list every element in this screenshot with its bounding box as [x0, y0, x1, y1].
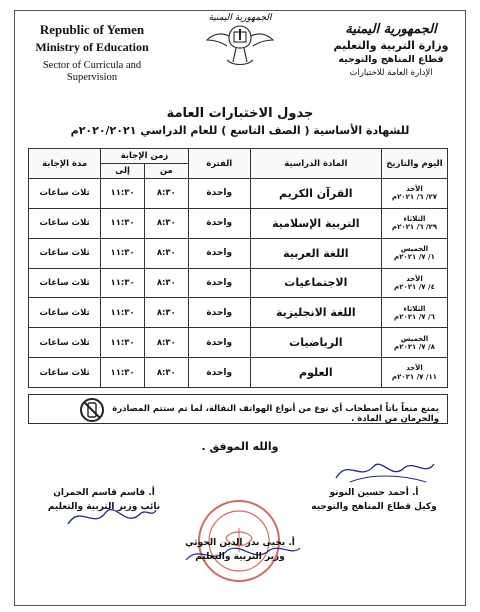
exam-schedule-table	[28, 148, 448, 388]
cell-period: واحدة	[188, 268, 250, 298]
header-arabic	[326, 22, 456, 78]
signature-right-scribble	[330, 452, 440, 488]
table-row	[29, 238, 448, 268]
cell-day: الأحد	[406, 274, 423, 283]
signature-block-deputy-sector	[294, 488, 454, 512]
table-row	[29, 358, 448, 388]
cell-date: ٨/ ٧/ ٢٠٢١م	[394, 342, 435, 351]
header-period: الفترة	[188, 149, 250, 179]
cell-subject: القرآن الكريم	[250, 179, 381, 209]
cell-day-date	[381, 179, 447, 209]
cell-day: الثلاثاء	[403, 304, 426, 313]
notice-text: يمنع منعاً باتاً اصطحاب أي نوع من أنواع الهواتف النقالة، لما تم ستتم المصادرة والحرمان من المادة .	[112, 404, 439, 424]
cell-day-date	[381, 358, 447, 388]
cell-duration: ثلاث ساعات	[29, 328, 101, 358]
cell-period: واحدة	[188, 328, 250, 358]
cell-duration: ثلاث ساعات	[29, 208, 101, 238]
cell-date: ٦/ ٧/ ٢٠٢١م	[394, 312, 435, 321]
cell-date: ٤/ ٧/ ٢٠٢١م	[394, 282, 435, 291]
cell-day-date	[381, 328, 447, 358]
signature-title: نائب وزير التربية والتعليم	[47, 502, 161, 512]
cell-to: ١١:٣٠	[101, 298, 145, 328]
document-subtitle: للشهادة الأساسية ( الصف التاسع ) للعام الدراسي ٢٠٢٠/٢٠٢١م	[70, 124, 410, 137]
cell-period: واحدة	[188, 179, 250, 209]
cell-date: ٢٩/ ٦/ ٢٠٢١م	[391, 223, 437, 232]
cell-date: ٢٧/ ٦/ ٢٠٢١م	[391, 193, 437, 202]
cell-duration: ثلاث ساعات	[29, 268, 101, 298]
cell-date: ١١/ ٧/ ٢٠٢١م	[391, 372, 437, 381]
cell-to: ١١:٣٠	[101, 358, 145, 388]
cell-day-date	[381, 208, 447, 238]
cell-subject: اللغة العربية	[250, 238, 381, 268]
cell-to: ١١:٣٠	[101, 238, 145, 268]
cell-date: ١/ ٧/ ٢٠٢١م	[394, 253, 435, 262]
cell-period: واحدة	[188, 238, 250, 268]
signature-title: وكيل قطاع المناهج والتوجيه	[311, 502, 437, 512]
cell-from: ٨:٣٠	[144, 298, 188, 328]
header-from: من	[144, 164, 188, 179]
table-row	[29, 179, 448, 209]
table-row	[29, 298, 448, 328]
signature-block-minister	[160, 538, 320, 562]
table-row	[29, 208, 448, 238]
yemen-eagle-emblem	[203, 10, 277, 72]
cell-from: ٨:٣٠	[144, 328, 188, 358]
cell-from: ٨:٣٠	[144, 208, 188, 238]
cell-day: الثلاثاء	[403, 215, 426, 224]
header-to: إلى	[101, 164, 145, 179]
no-phone-icon	[79, 397, 105, 423]
cell-to: ١١:٣٠	[101, 268, 145, 298]
header-ministry-ar: وزارة التربية والتعليم	[333, 39, 449, 52]
header-ministry: Ministry of Education	[35, 40, 149, 54]
cell-day: الخميس	[400, 245, 429, 254]
header-subject: المادة الدراسية	[250, 149, 381, 179]
header-sector: Sector of Curricula and Supervision	[42, 60, 142, 84]
cell-from: ٨:٣٠	[144, 268, 188, 298]
cell-to: ١١:٣٠	[101, 328, 145, 358]
cell-duration: ثلاث ساعات	[29, 179, 101, 209]
header-sector-ar: قطاع المناهج والتوجيه	[338, 54, 444, 65]
table-row	[29, 268, 448, 298]
cell-subject: الاجتماعيات	[250, 268, 381, 298]
cell-duration: ثلاث ساعات	[29, 298, 101, 328]
closing-phrase: والله الموفق .	[201, 440, 279, 453]
header-english	[22, 22, 162, 84]
table-row	[29, 328, 448, 358]
cell-from: ٨:٣٠	[144, 179, 188, 209]
cell-duration: ثلاث ساعات	[29, 238, 101, 268]
cell-day: الأحد	[406, 364, 423, 373]
emblem-calligraphy: الجمهورية اليمنية	[208, 13, 272, 23]
signature-title: وزير التربية والتعليم	[195, 552, 285, 562]
header-day-date: اليوم والتاريخ	[381, 149, 447, 179]
cell-subject: اللغة الانجليزية	[250, 298, 381, 328]
signature-name: أ. قاسم قاسم الحمران	[53, 488, 155, 498]
cell-duration: ثلاث ساعات	[29, 358, 101, 388]
document-title: جدول الاختبارات العامة	[166, 106, 314, 121]
table-header-row	[29, 149, 448, 164]
header-duration: مدة الإجابة	[29, 149, 101, 179]
cell-to: ١١:٣٠	[101, 179, 145, 209]
signature-name: أ. يحيى بدر الدين الحوثي	[185, 538, 295, 548]
cell-day: الأحد	[406, 185, 423, 194]
cell-period: واحدة	[188, 358, 250, 388]
cell-period: واحدة	[188, 208, 250, 238]
signature-block-deputy-minister	[24, 488, 184, 512]
cell-day-date	[381, 238, 447, 268]
header-country: Republic of Yemen	[39, 22, 145, 37]
cell-day-date	[381, 298, 447, 328]
cell-period: واحدة	[188, 298, 250, 328]
header-time: زمن الإجابة	[101, 149, 188, 164]
cell-day: الخميس	[400, 334, 429, 343]
cell-subject: التربية الإسلامية	[250, 208, 381, 238]
cell-subject: الرياضيات	[250, 328, 381, 358]
phone-ban-notice	[28, 394, 448, 424]
cell-day-date	[381, 268, 447, 298]
cell-to: ١١:٣٠	[101, 208, 145, 238]
cell-from: ٨:٣٠	[144, 238, 188, 268]
signature-name: أ. أحمد حسين النونو	[329, 488, 419, 498]
cell-subject: العلوم	[250, 358, 381, 388]
header-republic-ar: الجمهورية اليمنية	[345, 22, 437, 37]
header-department-ar: الإدارة العامة للاختبارات	[349, 68, 433, 78]
cell-from: ٨:٣٠	[144, 358, 188, 388]
